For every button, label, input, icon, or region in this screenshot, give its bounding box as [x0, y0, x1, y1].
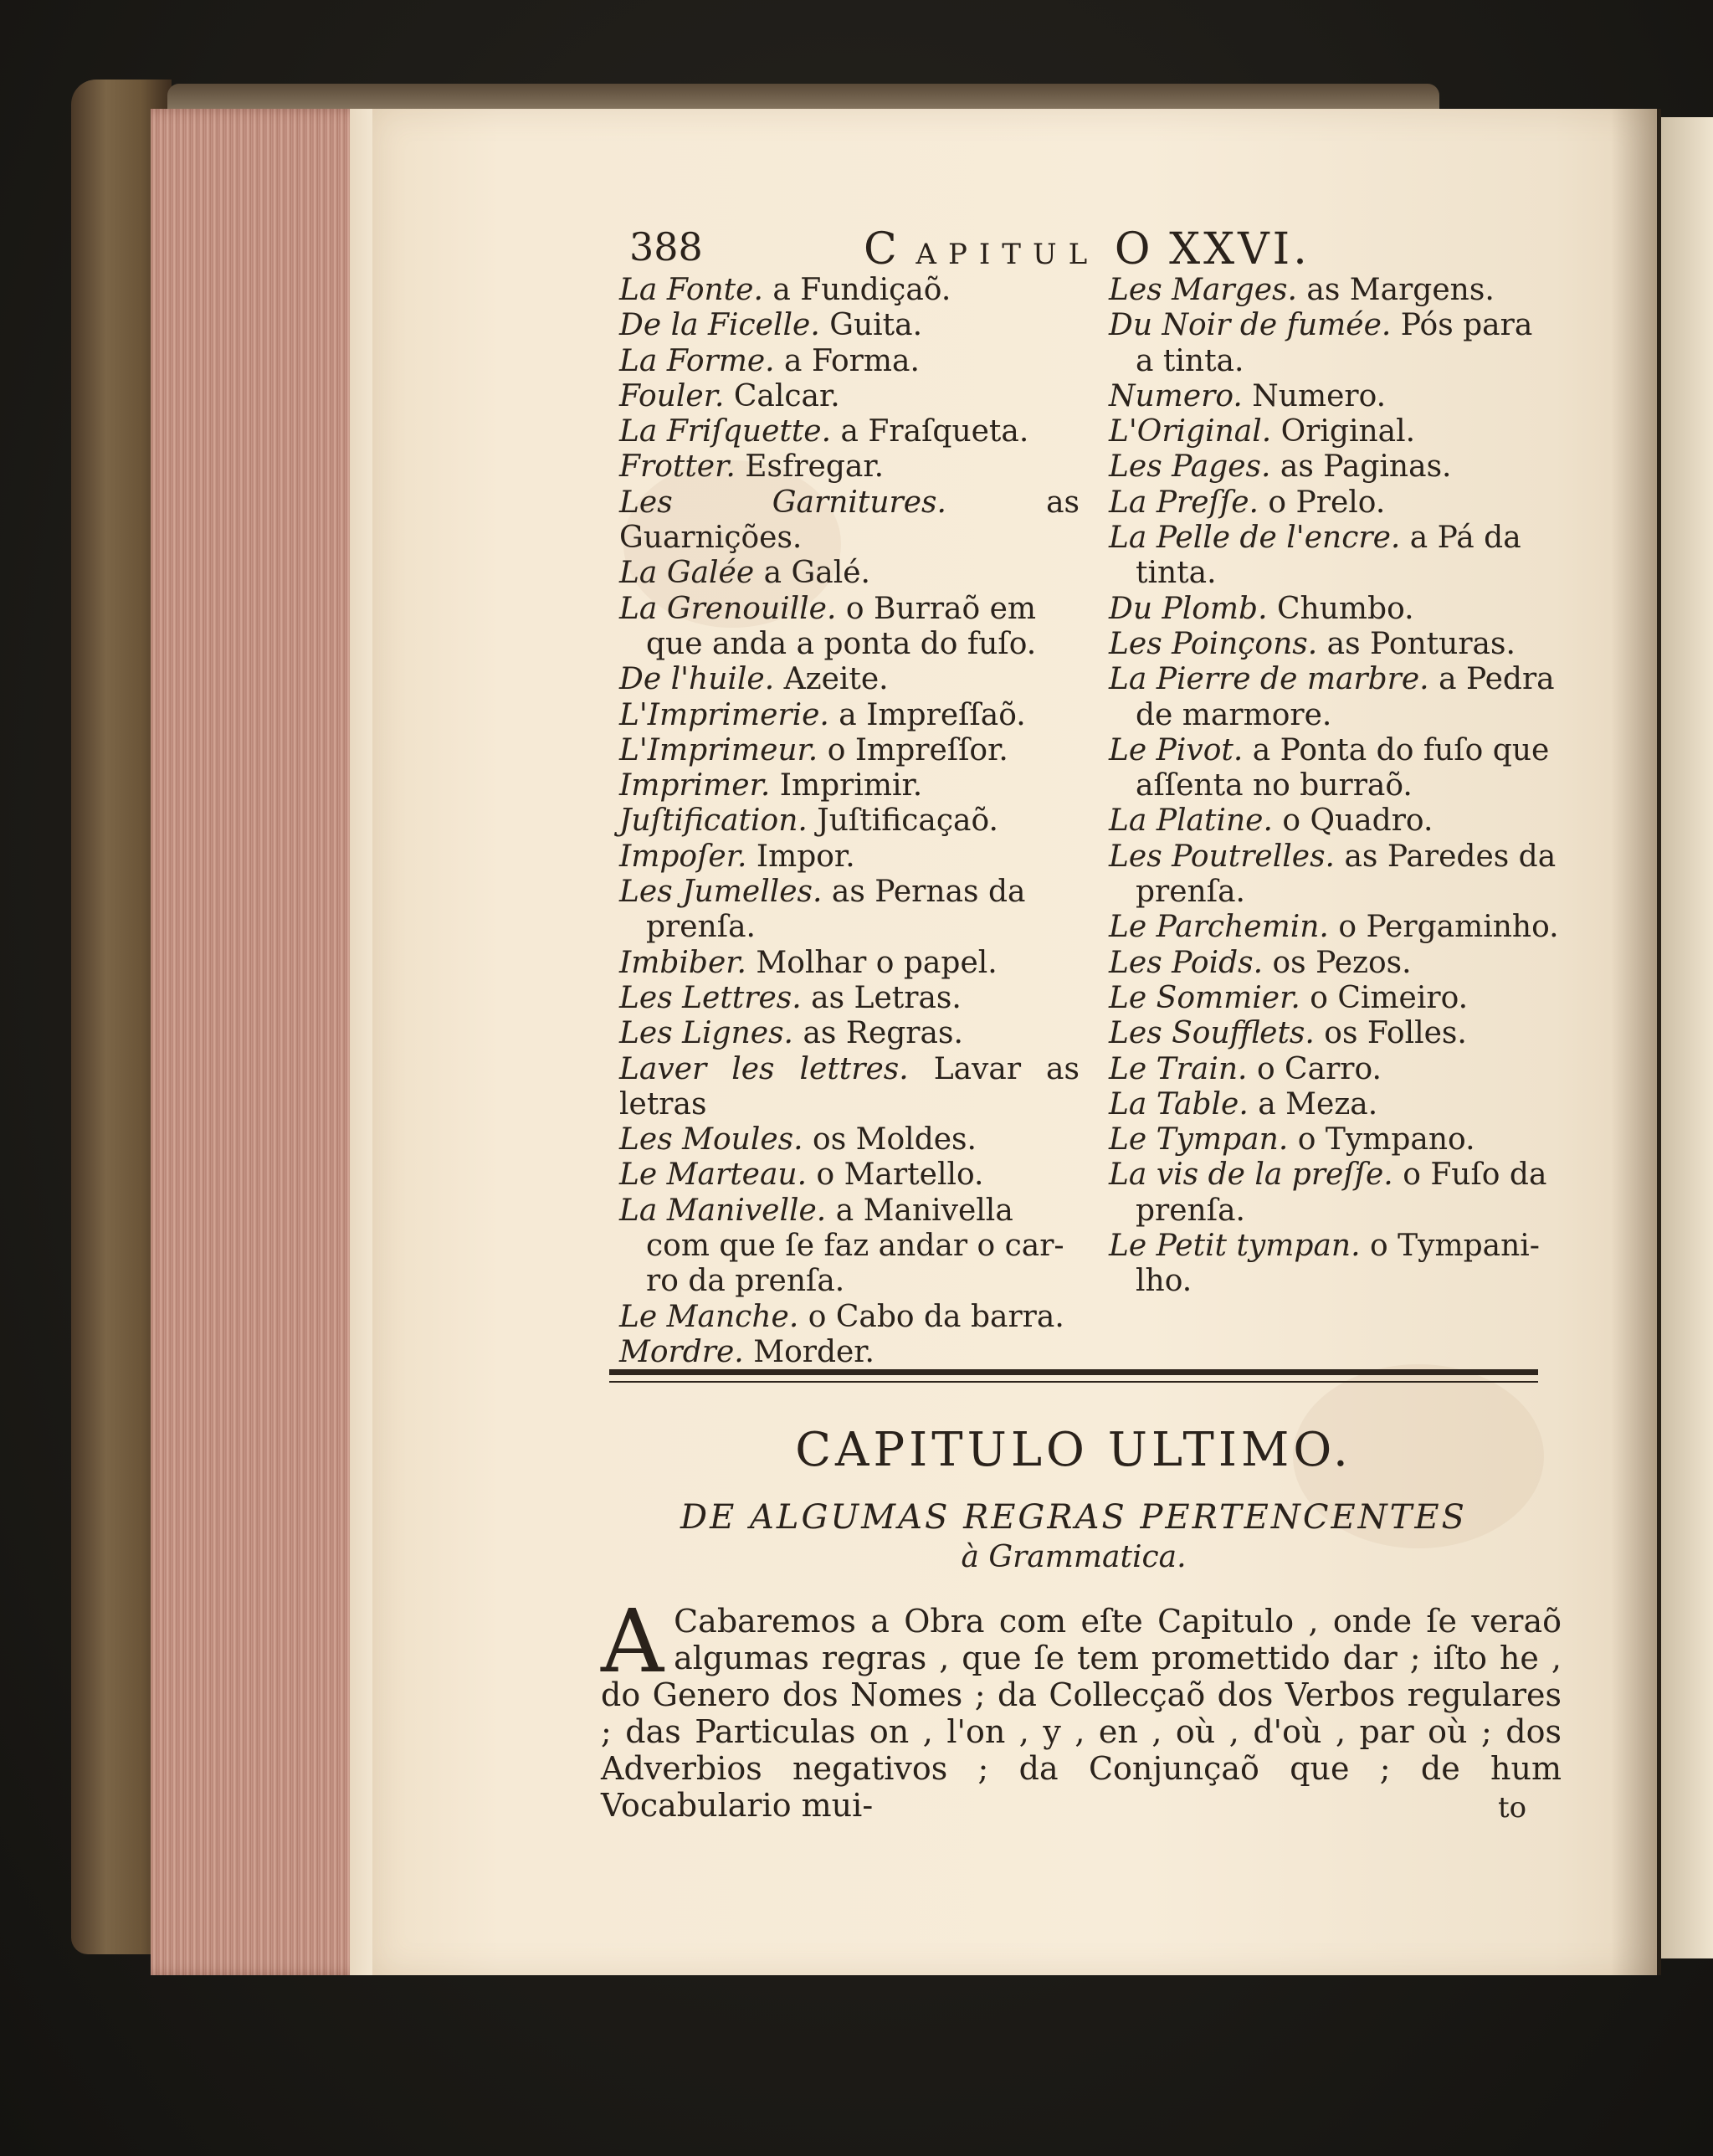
french-term: Les Marges. — [1109, 273, 1297, 307]
french-term: Du Plomb. — [1109, 591, 1268, 626]
french-term: La Table. — [1109, 1086, 1249, 1122]
glossary-entry — [1109, 1016, 1577, 1051]
portuguese-term: as Guarnições. — [619, 485, 1080, 556]
glossary-entry-continuation: aſſenta no burraõ. — [1136, 768, 1413, 803]
french-term: Les Soufflets. — [1109, 1016, 1315, 1051]
gutter-shadow — [1611, 109, 1661, 1975]
glossary-entry — [619, 556, 1080, 591]
glossary-entry — [1109, 592, 1577, 627]
portuguese-term: o Pergaminho. — [1338, 910, 1559, 945]
glossary-entry — [1109, 414, 1577, 449]
portuguese-term: Numero. — [1252, 378, 1387, 413]
french-term: Les Moules. — [619, 1122, 803, 1158]
glossary-entry — [619, 1335, 1080, 1370]
portuguese-term: as Pernas da — [831, 875, 1026, 910]
drop-cap: A — [601, 1590, 664, 1692]
french-term: Impoſer. — [619, 839, 747, 874]
portuguese-term: a Fraſqueta. — [840, 414, 1029, 449]
portuguese-term: a Meza. — [1258, 1086, 1378, 1122]
page-number: 388 — [629, 224, 703, 270]
glossary-entry — [619, 1016, 1080, 1051]
glossary-entry-continuation: prenſa. — [646, 910, 756, 945]
glossary-entry — [1109, 839, 1577, 875]
portuguese-term: Lavar as letras — [619, 1051, 1080, 1122]
portuguese-term: a Ponta do fuſo que — [1252, 732, 1550, 767]
portuguese-term: Morder. — [753, 1334, 874, 1369]
french-term: Le Train. — [1109, 1051, 1248, 1086]
french-term: Les Garnitures. — [619, 485, 946, 520]
glossary-entry-continuation: com que ſe faz andar o car- — [646, 1229, 1064, 1264]
glossary-entry-continuation: prenſa. — [1136, 1193, 1245, 1228]
running-head-smallcaps: APITUL — [915, 238, 1100, 271]
french-term: Le Manche. — [619, 1299, 799, 1334]
facing-page-edge — [1661, 117, 1713, 1958]
portuguese-term: a Galé. — [763, 556, 870, 591]
glossary-entry — [619, 273, 1080, 308]
glossary-entry — [1109, 1158, 1577, 1193]
portuguese-term: os Moldes. — [813, 1122, 977, 1158]
portuguese-term: Pós para — [1400, 308, 1533, 343]
glossary-entry — [619, 449, 1080, 485]
portuguese-term: o Carro. — [1256, 1051, 1382, 1086]
glossary-entry — [619, 768, 1080, 803]
chapter-paragraph — [601, 1590, 1562, 1824]
glossary-entry — [1109, 662, 1577, 697]
french-term: L'Imprimeur. — [619, 732, 818, 767]
french-term: Les Lignes. — [619, 1016, 794, 1051]
portuguese-term: a Pedra — [1439, 662, 1555, 697]
french-term: La Galée — [619, 556, 755, 591]
glossary-entry — [619, 875, 1080, 910]
glossary-entry — [1109, 627, 1577, 662]
portuguese-term: Guita. — [829, 308, 923, 343]
glossary-entry — [619, 662, 1080, 697]
glossary-entry — [619, 698, 1080, 733]
french-term: Le Pivot. — [1109, 732, 1244, 767]
glossary-entry-continuation: ro da prenſa. — [646, 1264, 845, 1299]
portuguese-term: a Forma. — [784, 343, 920, 378]
running-head-initial: C — [864, 224, 900, 275]
french-term: Imbiber. — [619, 945, 746, 980]
portuguese-term: Azeite. — [783, 662, 889, 697]
glossary-entry-continuation: de marmore. — [1136, 697, 1332, 732]
french-term: La Friſquette. — [619, 414, 832, 449]
glossary-entry — [1109, 1087, 1577, 1122]
portuguese-term: as Letras. — [811, 980, 962, 1015]
portuguese-term: as Ponturas. — [1326, 626, 1516, 661]
glossary-entry — [1109, 379, 1577, 414]
french-term: Les Pages. — [1109, 449, 1271, 485]
chapter-title: CAPITULO ULTIMO. — [795, 1423, 1352, 1477]
portuguese-term: o Fuſo da — [1403, 1158, 1547, 1193]
french-term: De l'huile. — [619, 662, 775, 697]
portuguese-term: Juſtificaçaõ. — [817, 803, 998, 839]
portuguese-term: o Tympano. — [1297, 1122, 1475, 1158]
portuguese-term: os Pezos. — [1272, 945, 1412, 980]
french-term: Le Tympan. — [1109, 1122, 1289, 1158]
portuguese-term: a Impreſſaõ. — [839, 697, 1026, 732]
glossary-entry — [619, 344, 1080, 379]
french-term: Le Sommier. — [1109, 980, 1300, 1015]
chapter-subtitle-line2: à Grammatica. — [961, 1540, 1187, 1574]
french-term: Mordre. — [619, 1334, 744, 1369]
glossary-entry — [619, 592, 1080, 627]
french-term: Les Lettres. — [619, 980, 802, 1015]
french-term: La vis de la preſſe. — [1109, 1158, 1393, 1193]
glossary-entry — [1109, 1122, 1577, 1158]
glossary-entry — [1109, 485, 1577, 521]
glossary-entry — [619, 1194, 1080, 1229]
portuguese-term: a Pá da — [1409, 521, 1521, 556]
portuguese-term: as Paredes da — [1344, 839, 1557, 874]
glossary-entry — [619, 1158, 1080, 1193]
glossary-entry — [619, 981, 1080, 1016]
french-term: Les Poutrelles. — [1109, 839, 1335, 874]
portuguese-term: a Fundiçaõ. — [772, 273, 951, 307]
page-header — [629, 224, 1550, 275]
glossary-entry — [619, 1122, 1080, 1158]
french-term: La Pelle de l'encre. — [1109, 521, 1401, 556]
french-term: Numero. — [1109, 378, 1243, 413]
glossary-entry-continuation: que anda a ponta do fuſo. — [646, 626, 1037, 661]
portuguese-term: Calcar. — [733, 378, 840, 413]
glossary-entry — [1109, 981, 1577, 1016]
catchword: to — [1498, 1791, 1527, 1825]
glossary-entry — [1109, 308, 1577, 343]
section-rule-thin — [609, 1381, 1538, 1383]
glossary-entry — [619, 379, 1080, 414]
glossary-entry — [619, 414, 1080, 449]
french-term: Les Poinçons. — [1109, 626, 1318, 661]
portuguese-term: o Prelo. — [1268, 485, 1386, 520]
glossary-entry — [1109, 910, 1577, 945]
french-term: Imprimer. — [619, 768, 771, 803]
running-head — [864, 224, 1310, 275]
glossary-entry-continuation: lho. — [1136, 1264, 1192, 1299]
portuguese-term: o Quadro. — [1282, 803, 1433, 839]
glossary-entry — [1109, 803, 1577, 839]
glossary-entry-continuation: prenſa. — [1136, 875, 1245, 910]
portuguese-term: o Burraõ em — [845, 591, 1037, 626]
chapter-subtitle: DE ALGUMAS REGRAS PERTENCENTES — [680, 1498, 1467, 1537]
glossary-entry — [1109, 1052, 1577, 1087]
french-term: La Manivelle. — [619, 1193, 827, 1228]
portuguese-term: o Cimeiro. — [1310, 980, 1469, 1015]
french-term: La Platine. — [1109, 803, 1273, 839]
french-term: L'Imprimerie. — [619, 697, 829, 732]
page-edge-highlight — [350, 109, 373, 1975]
portuguese-term: Imprimir. — [779, 768, 923, 803]
glossary-entry — [1109, 273, 1577, 308]
glossary-entry — [1109, 733, 1577, 768]
glossary-entry — [619, 946, 1080, 981]
portuguese-term: os Folles. — [1324, 1016, 1467, 1051]
glossary-entry — [619, 839, 1080, 875]
french-term: Du Noir de fumée. — [1109, 308, 1392, 343]
french-term: Le Petit tympan. — [1109, 1229, 1361, 1264]
glossary-entry — [619, 308, 1080, 343]
paragraph-text: Cabaremos a Obra com eſte Capitulo , onde ſe veraõ algumas regras , que ſe tem promettido dar ; iſto he , do Genero dos Nomes ; da Collecçaõ dos Verbos regulares ; das Particulas on , l'on , y , en , où , d'où , par où ; dos Adverbios negativos ; da Conjunçaõ que ; de hum Vocabulario mui- — [601, 1603, 1562, 1824]
french-term: La Preſſe. — [1109, 485, 1259, 520]
glossary-entry — [1109, 1229, 1577, 1264]
glossary-entry — [1109, 946, 1577, 981]
running-head-number: XXVI. — [1169, 224, 1310, 275]
french-term: Le Marteau. — [619, 1158, 808, 1193]
french-term: Frotter. — [619, 449, 736, 485]
glossary-left-column — [619, 273, 1080, 1370]
glossary-entry — [619, 1052, 1080, 1123]
portuguese-term: Chumbo. — [1276, 591, 1414, 626]
portuguese-term: o Impreſſor. — [827, 732, 1008, 767]
portuguese-term: Impor. — [756, 839, 855, 874]
french-term: Fouler. — [619, 378, 725, 413]
french-term: Le Parchemin. — [1109, 910, 1329, 945]
french-term: La Grenouille. — [619, 591, 837, 626]
portuguese-term: a Manivella — [835, 1193, 1013, 1228]
french-term: De la Ficelle. — [619, 308, 820, 343]
french-term: L'Original. — [1109, 414, 1272, 449]
portuguese-term: Original. — [1280, 414, 1416, 449]
glossary-entry-continuation: tinta. — [1136, 556, 1217, 591]
french-term: La Forme. — [619, 343, 775, 378]
glossary-entry — [1109, 449, 1577, 485]
french-term: Juſtification. — [619, 803, 808, 839]
portuguese-term: Molhar o papel. — [756, 945, 998, 980]
portuguese-term: o Cabo da barra. — [808, 1299, 1064, 1334]
portuguese-term: o Martello. — [816, 1158, 984, 1193]
glossary-entry — [619, 803, 1080, 839]
french-term: Les Jumelles. — [619, 875, 823, 910]
french-term: Laver les lettres. — [619, 1051, 909, 1086]
glossary-right-column — [1109, 273, 1577, 1300]
running-head-final: O — [1114, 224, 1154, 275]
glossary-entry — [1109, 521, 1577, 556]
page-edges-red — [151, 109, 372, 1975]
section-rule-thick — [609, 1369, 1538, 1375]
portuguese-term: as Paginas. — [1280, 449, 1452, 485]
portuguese-term: as Regras. — [803, 1016, 963, 1051]
glossary-entry-continuation: a tinta. — [1136, 343, 1244, 378]
glossary-entry — [619, 1300, 1080, 1335]
portuguese-term: Esfregar. — [745, 449, 885, 485]
glossary-entry — [619, 733, 1080, 768]
portuguese-term: o Tympani- — [1370, 1229, 1540, 1264]
french-term: La Fonte. — [619, 273, 763, 307]
glossary-entry — [619, 485, 1080, 557]
french-term: La Pierre de marbre. — [1109, 662, 1429, 697]
french-term: Les Poids. — [1109, 945, 1264, 980]
portuguese-term: as Margens. — [1306, 273, 1495, 307]
